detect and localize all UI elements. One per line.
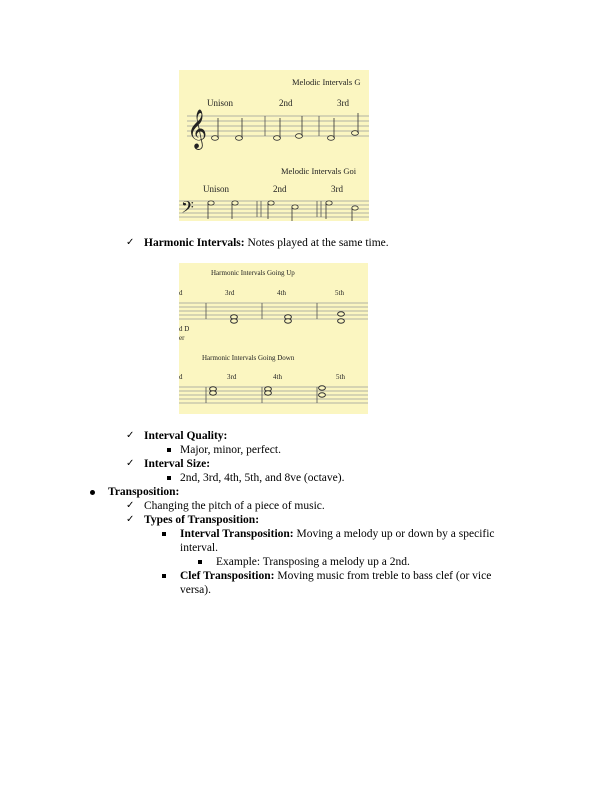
treble-staff-lines <box>187 116 369 136</box>
harmonic-bottom-staff-lines <box>179 387 368 403</box>
harmonic-intervals-item <box>144 236 389 250</box>
harmonic-intervals-graphic <box>179 263 368 414</box>
melodic-top-label-2nd: 2nd <box>279 98 293 108</box>
check-icon: ✓ <box>126 458 135 469</box>
bass-clef-icon: 𝄢 <box>181 199 194 221</box>
harmonic-intervals-desc: Notes played at the same time. <box>244 237 389 249</box>
harmonic-bottom-label-5th: 5th <box>336 373 345 381</box>
transposition-heading <box>108 485 179 499</box>
harmonic-bottom-label-cut: d <box>179 373 183 381</box>
types-of-transposition-item <box>144 513 259 527</box>
square-bullet-icon <box>167 476 171 480</box>
bass-notes <box>208 201 358 221</box>
harmonic-bottom-title: Harmonic Intervals Going Down <box>202 354 295 362</box>
harmonic-top-label-4th: 4th <box>277 289 286 297</box>
harmonic-top-chords <box>231 312 345 323</box>
square-bullet-icon <box>198 560 202 564</box>
square-bullet-icon <box>162 574 166 578</box>
types-of-transposition-term: Types of Transposition: <box>144 514 260 526</box>
harmonic-top-title: Harmonic Intervals Going Up <box>211 269 295 277</box>
example-text: Example: Transposing a melody up a 2nd. <box>216 556 410 568</box>
check-icon: ✓ <box>126 237 135 248</box>
harmonic-bottom-label-4th: 4th <box>273 373 282 381</box>
clef-transposition-term: Clef Transposition: <box>180 570 275 582</box>
check-icon: ✓ <box>126 430 135 441</box>
melodic-top-label-unison: Unison <box>207 98 234 108</box>
harmonic-bottom-chords <box>210 386 326 397</box>
melodic-intervals-graphic <box>179 70 369 221</box>
clef-transposition-desc: Moving music from treble to bass clef (or vice versa). <box>180 570 492 596</box>
bullet-dot-icon <box>90 490 95 495</box>
harmonic-top-label-3rd: 3rd <box>225 289 235 297</box>
melodic-top-label-3rd: 3rd <box>337 98 349 108</box>
melodic-top-title: Melodic Intervals G <box>292 77 361 87</box>
interval-quality-item <box>144 429 227 443</box>
transposition-desc: Changing the pitch of a piece of music. <box>144 500 325 512</box>
harmonic-side-note-1: d D <box>179 325 190 333</box>
check-icon: ✓ <box>126 500 135 511</box>
square-bullet-icon <box>162 532 166 536</box>
harmonic-intervals-figure <box>179 263 368 414</box>
harmonic-bottom-label-3rd: 3rd <box>227 373 237 381</box>
clef-transposition-item <box>180 569 520 597</box>
melodic-bottom-label-2nd: 2nd <box>273 184 287 194</box>
interval-transposition-term: Interval Transposition: <box>180 528 294 540</box>
transposition-term: Transposition: <box>108 486 180 498</box>
treble-clef-icon: 𝄞 <box>187 111 208 148</box>
harmonic-top-label-5th: 5th <box>335 289 344 297</box>
melodic-bottom-label-unison: Unison <box>203 184 230 194</box>
interval-quality-desc: Major, minor, perfect. <box>180 444 281 456</box>
check-icon: ✓ <box>126 514 135 525</box>
interval-size-desc: 2nd, 3rd, 4th, 5th, and 8ve (octave). <box>180 472 345 484</box>
interval-transposition-desc: Moving a melody up or down by a specific interval. <box>180 528 495 554</box>
harmonic-side-note-2: er <box>179 334 185 342</box>
interval-size-term: Interval Size: <box>144 458 211 470</box>
harmonic-intervals-term: Harmonic Intervals: <box>144 237 245 249</box>
interval-size-item <box>144 457 210 471</box>
interval-transposition-item <box>180 527 520 555</box>
melodic-bottom-label-3rd: 3rd <box>331 184 343 194</box>
harmonic-top-label-cut: d <box>179 289 183 297</box>
melodic-intervals-figure <box>179 70 369 221</box>
melodic-bottom-title: Melodic Intervals Goi <box>281 166 357 176</box>
interval-quality-term: Interval Quality: <box>144 430 228 442</box>
square-bullet-icon <box>167 448 171 452</box>
